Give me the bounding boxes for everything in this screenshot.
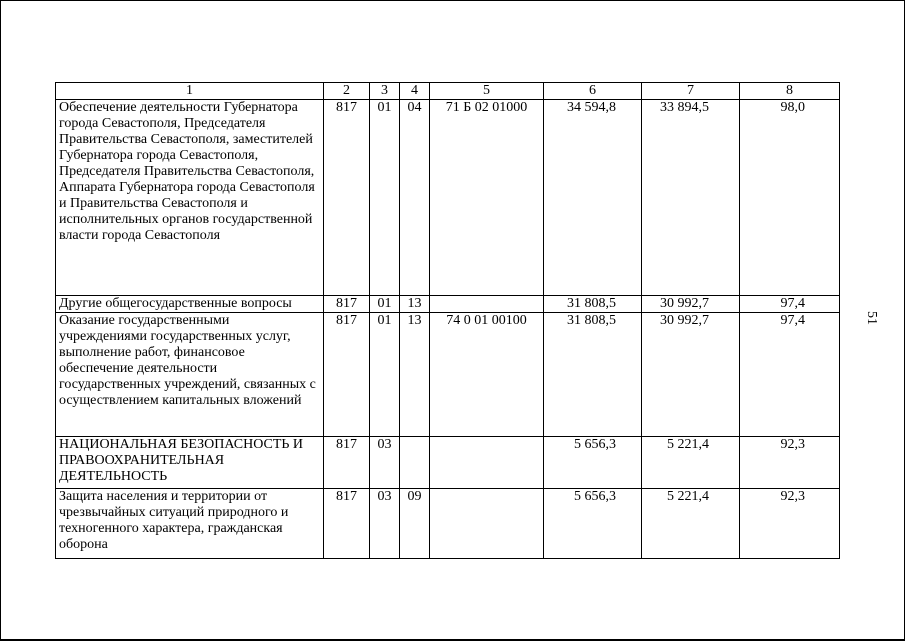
row-c7: 5 221,4 bbox=[642, 437, 740, 489]
row-c5 bbox=[430, 489, 544, 559]
header-cell: 8 bbox=[740, 83, 840, 100]
row-c3: 01 bbox=[370, 296, 400, 313]
row-c6: 5 656,3 bbox=[544, 489, 642, 559]
table-row bbox=[56, 296, 840, 313]
row-c4 bbox=[400, 437, 430, 489]
row-c5 bbox=[430, 296, 544, 313]
row-c8: 92,3 bbox=[740, 437, 840, 489]
row-c4: 13 bbox=[400, 313, 430, 437]
row-name: Оказание государственными учреждениями государственных услуг, выполнение работ, финансовое обеспечение деятельности государственных учреждений, связанных с осуществлением капитальных вложений bbox=[56, 313, 324, 437]
header-cell: 3 bbox=[370, 83, 400, 100]
row-c3: 03 bbox=[370, 489, 400, 559]
row-c8: 92,3 bbox=[740, 489, 840, 559]
row-c4: 04 bbox=[400, 100, 430, 296]
row-c6: 5 656,3 bbox=[544, 437, 642, 489]
row-c7: 30 992,7 bbox=[642, 296, 740, 313]
header-cell: 7 bbox=[642, 83, 740, 100]
row-c5: 74 0 01 00100 bbox=[430, 313, 544, 437]
row-c8: 97,4 bbox=[740, 313, 840, 437]
row-c5 bbox=[430, 437, 544, 489]
row-c8: 98,0 bbox=[740, 100, 840, 296]
row-c8: 97,4 bbox=[740, 296, 840, 313]
row-c7: 33 894,5 bbox=[642, 100, 740, 296]
row-c6: 31 808,5 bbox=[544, 313, 642, 437]
row-c2: 817 bbox=[324, 437, 370, 489]
row-c5: 71 Б 02 01000 bbox=[430, 100, 544, 296]
table-row bbox=[56, 489, 840, 559]
row-c2: 817 bbox=[324, 489, 370, 559]
row-c7: 5 221,4 bbox=[642, 489, 740, 559]
header-cell: 5 bbox=[430, 83, 544, 100]
header-cell: 4 bbox=[400, 83, 430, 100]
header-cell: 6 bbox=[544, 83, 642, 100]
row-c3: 03 bbox=[370, 437, 400, 489]
row-c2: 817 bbox=[324, 313, 370, 437]
row-c4: 13 bbox=[400, 296, 430, 313]
row-name: НАЦИОНАЛЬНАЯ БЕЗОПАСНОСТЬ И ПРАВООХРАНИТЕЛЬНАЯ ДЕЯТЕЛЬНОСТЬ bbox=[56, 437, 324, 489]
row-name: Обеспечение деятельности Губернатора города Севастополя, Председателя Правительства Севастополя, заместителей Губернатора города Севастополя, Председателя Правительства Севастополя, Аппарата Губернатора города Севастополя и Правительства Севастополя и исполнительных органов государственной власти города Севастополя bbox=[56, 100, 324, 296]
row-name: Другие общегосударственные вопросы bbox=[56, 296, 324, 313]
row-c2: 817 bbox=[324, 296, 370, 313]
row-c4: 09 bbox=[400, 489, 430, 559]
header-cell: 1 bbox=[56, 83, 324, 100]
row-c3: 01 bbox=[370, 100, 400, 296]
header-cell: 2 bbox=[324, 83, 370, 100]
budget-table bbox=[55, 82, 840, 559]
row-name: Защита населения и территории от чрезвычайных ситуаций природного и техногенного характера, гражданская оборона bbox=[56, 489, 324, 559]
row-c3: 01 bbox=[370, 313, 400, 437]
row-c2: 817 bbox=[324, 100, 370, 296]
page-number: 51 bbox=[864, 311, 879, 325]
row-c7: 30 992,7 bbox=[642, 313, 740, 437]
table-header-row bbox=[56, 83, 840, 100]
row-c6: 34 594,8 bbox=[544, 100, 642, 296]
table-row bbox=[56, 313, 840, 437]
row-c6: 31 808,5 bbox=[544, 296, 642, 313]
table-row bbox=[56, 100, 840, 296]
table-row bbox=[56, 437, 840, 489]
